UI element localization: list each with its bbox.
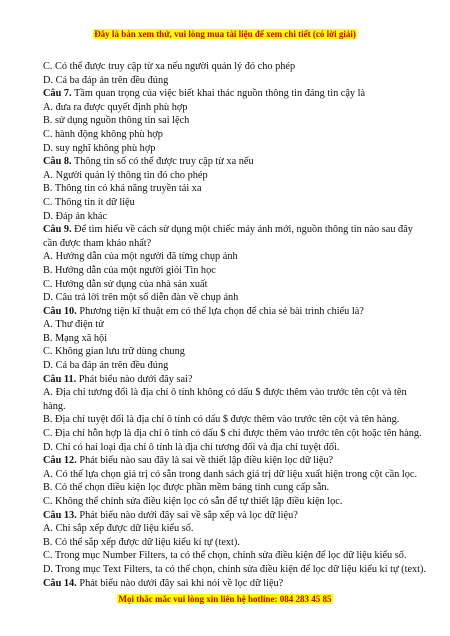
question-line — [43, 509, 429, 523]
answer-option: B. Có thể sắp xếp được dữ liệu kiểu kí tự (text). — [43, 536, 240, 548]
answer-option: C. Thông tin ít dữ liệu — [43, 196, 135, 208]
question-text: Phát biểu nào dưới đây sai? — [76, 373, 193, 385]
question-text: Phát biểu nào dưới đây sai về sắp xếp và lọc dữ liệu? — [76, 509, 298, 521]
question-line — [43, 87, 429, 101]
question-line — [43, 577, 429, 591]
answer-option: D. Cả ba đáp án trên đều đúng — [43, 74, 169, 86]
answer-option: A. Địa chỉ tương đối là địa chỉ ô tính không có dấu $ được thêm vào trước tên cột và tên hàng. — [43, 387, 407, 412]
question-line — [43, 223, 429, 250]
answer-option: B. Hướng dẫn của một người giỏi Tin học — [43, 264, 216, 276]
question-text: Phát biểu nào dưới đây sai khi nói về lọc dữ liệu? — [76, 577, 284, 589]
answer-option: D. Đáp án khác — [43, 210, 108, 222]
answer-option: C. Không thể chỉnh sửa điều kiện lọc có sẵn để tự thiết lập điều kiện lọc. — [43, 496, 343, 507]
question-number: Câu 8. — [43, 156, 72, 168]
question-number: Câu 12. — [43, 455, 77, 467]
question-text: Để tìm hiểu về cách sử dụng một chiếc máy ảnh mới, nguồn thông tin nào sau đây cần được tham khảo nhất? — [43, 224, 413, 249]
question-number: Câu 10. — [43, 305, 77, 317]
hotline-banner — [0, 594, 450, 604]
answer-option: C. Địa chỉ hỗn hợp là địa chỉ ô tính có dấu $ chỉ được thêm vào trước tên cột hoặc tên hàng. — [43, 428, 422, 440]
answer-option: D. suy nghĩ không phù hợp — [43, 142, 156, 154]
question-number: Câu 13. — [43, 509, 77, 521]
answer-option: B. Có thể chọn điều kiện lọc được phần mềm bảng tính cung cấp sẵn. — [43, 482, 330, 494]
answer-option: A. Có thể lựa chọn giá trị có sẵn trong danh sách giá trị dữ liệu xuất hiện trong cột cần lọc. — [43, 468, 418, 480]
answer-option: C. Có thể được truy cập từ xa nếu người quản lý đó cho phép — [43, 61, 296, 72]
answer-option: C. hành động không phù hợp — [43, 128, 163, 140]
answer-option: A. Chỉ sắp xếp được dữ liệu kiểu số. — [43, 523, 194, 535]
question-line — [43, 373, 429, 387]
question-number: Câu 9. — [43, 224, 72, 236]
answer-option: B. Địa chỉ tuyệt đối là địa chỉ ô tính có dấu $ được thêm vào trước tên cột và tên hàng. — [43, 414, 400, 426]
preview-notice-text: Đây là bản xem thử, vui lòng mua tài liệu để xem chi tiết (có lời giải) — [94, 29, 356, 39]
question-text: Phương tiện kĩ thuật em có thể lựa chọn để chia sẻ bài trình chiếu là? — [76, 305, 364, 317]
question-number: Câu 11. — [43, 373, 77, 385]
question-list — [43, 60, 429, 590]
answer-option: A. đưa ra được quyết định phù hợp — [43, 101, 188, 113]
question-number: Câu 14. — [43, 577, 77, 589]
answer-option: D. Câu trả lời trên một số diễn đàn về chụp ảnh — [43, 292, 239, 304]
question-line — [43, 155, 429, 169]
answer-option: B. Thông tin có khả năng truyền tải xa — [43, 183, 202, 195]
answer-option: B. sử dụng nguồn thông tin sai lệch — [43, 115, 190, 127]
answer-option: A. Người quản lý thông tin đó cho phép — [43, 169, 208, 181]
question-line — [43, 305, 429, 319]
question-number: Câu 7. — [43, 88, 72, 100]
preview-notice-banner — [0, 29, 450, 39]
answer-option: C. Trong mục Number Filters, ta có thể chọn, chỉnh sửa điều kiện để lọc dữ liệu kiểu số. — [43, 550, 407, 562]
question-text: Tầm quan trọng của việc biết khai thác nguồn thông tin đáng tin cậy là — [71, 88, 366, 100]
answer-option: C. Không gian lưu trữ dùng chung — [43, 346, 185, 358]
question-text: Thông tin số có thể được truy cập từ xa nếu — [71, 156, 254, 168]
answer-option: C. Hướng dẫn sử dụng của nhà sản xuất — [43, 278, 208, 290]
answer-option: D. Trong mục Text Filters, ta có thể chọn, chỉnh sửa điều kiện để lọc dữ liệu kiểu kí tự (text). — [43, 563, 427, 575]
hotline-text: Mọi thắc mắc vui lòng xin liên hệ hotline: 084 283 45 85 — [118, 594, 332, 604]
answer-option: A. Thư điện tử — [43, 319, 104, 331]
answer-option: B. Mạng xã hội — [43, 332, 108, 344]
answer-option: A. Hướng dẫn của một người đã từng chụp ảnh — [43, 251, 238, 263]
answer-option: D. Chỉ có hai loại địa chỉ ô tính là địa chỉ tương đối và địa chỉ tuyệt đối. — [43, 441, 340, 453]
question-text: Phát biểu nào sau đây là sai về thiết lập điều kiện lọc dữ liệu? — [76, 455, 334, 467]
answer-option: D. Cả ba đáp án trên đều đúng — [43, 360, 169, 372]
question-line — [43, 454, 429, 468]
